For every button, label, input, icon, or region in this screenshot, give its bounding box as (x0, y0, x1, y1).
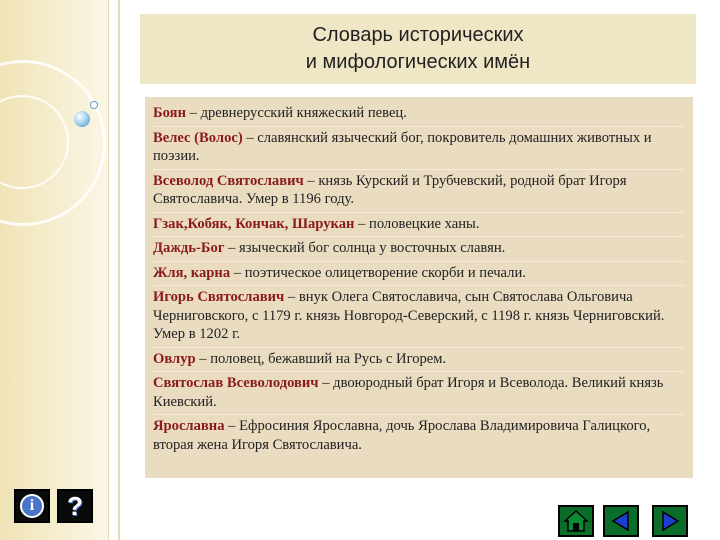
glossary-entry (153, 286, 685, 348)
title-line-1: Словарь исторических (312, 24, 524, 46)
entry-definition: – князь Курский и Трубчевский, родной брат Игоря Святославича. Умер в 1196 году. (153, 172, 627, 207)
help-button[interactable] (57, 489, 93, 523)
title-line-2: и мифологических имён (305, 51, 531, 73)
glossary-entry (153, 237, 685, 262)
entry-term: Ярославна (153, 418, 225, 434)
entry-term: Игорь Святославич (153, 289, 285, 305)
question-icon: ? (67, 490, 83, 521)
entry-definition: – языческий бог солнца у восточных славян. (224, 240, 506, 256)
entry-term: Даждь-Бог (153, 240, 225, 256)
arrow-right-icon (657, 509, 683, 533)
glossary-entry (153, 170, 685, 213)
decorative-sidebar (0, 0, 109, 540)
entry-definition: – половец, бежавший на Русь с Игорем. (195, 350, 447, 367)
decorative-bullet-icon (74, 111, 90, 127)
entry-term: Велес (Волос) (153, 129, 243, 146)
glossary-entry (153, 213, 685, 238)
entry-term: Всеволод Святославич (153, 172, 304, 189)
arrow-left-icon (608, 509, 634, 533)
decorative-divider (118, 0, 120, 540)
decorative-ring-icon (90, 101, 98, 109)
entry-definition: – древнерусский княжеский певец. (185, 105, 407, 121)
entry-term: Гзак,Кобяк, Кончак, Шарукан (153, 215, 355, 232)
glossary-entry (153, 127, 685, 170)
entry-definition: – внук Олега Святославича, сын Святослава Ольговича Черниговского, с 1179 г. князь Новгород-Северский, с 1198 г. князь Черниговский. Умер в 1202 г. (153, 289, 665, 342)
entry-definition: – Ефросиния Ярославна, дочь Ярослава Владимировича Галицкого, вторая жена Игоря Святославича. (153, 418, 651, 453)
slide-title (140, 14, 696, 84)
glossary-entry (153, 348, 685, 373)
info-button[interactable] (14, 489, 50, 523)
entry-definition: – поэтическое олицетворение скорби и печали. (230, 264, 526, 281)
glossary-entry (153, 102, 685, 127)
entry-term: Святослав Всеволодович (153, 375, 319, 391)
previous-slide-button[interactable] (603, 505, 639, 537)
glossary-entry (153, 415, 685, 457)
entry-term: Боян (153, 105, 186, 121)
entry-definition: – двоюродный брат Игоря и Всеволода. Великий князь Киевский. (153, 375, 664, 410)
info-icon: i (20, 494, 44, 518)
glossary-entry (153, 262, 685, 287)
next-slide-button[interactable] (652, 505, 688, 537)
home-button[interactable] (558, 505, 594, 537)
glossary-list (145, 97, 693, 478)
entry-definition: – славянский языческий бог, покровитель домашних животных и поэзии. (153, 129, 652, 164)
entry-definition: – половецкие ханы. (354, 215, 480, 232)
entry-term: Овлур (153, 350, 196, 367)
entry-term: Жля, карна (153, 264, 231, 281)
home-icon (563, 509, 589, 533)
glossary-entry (153, 372, 685, 415)
